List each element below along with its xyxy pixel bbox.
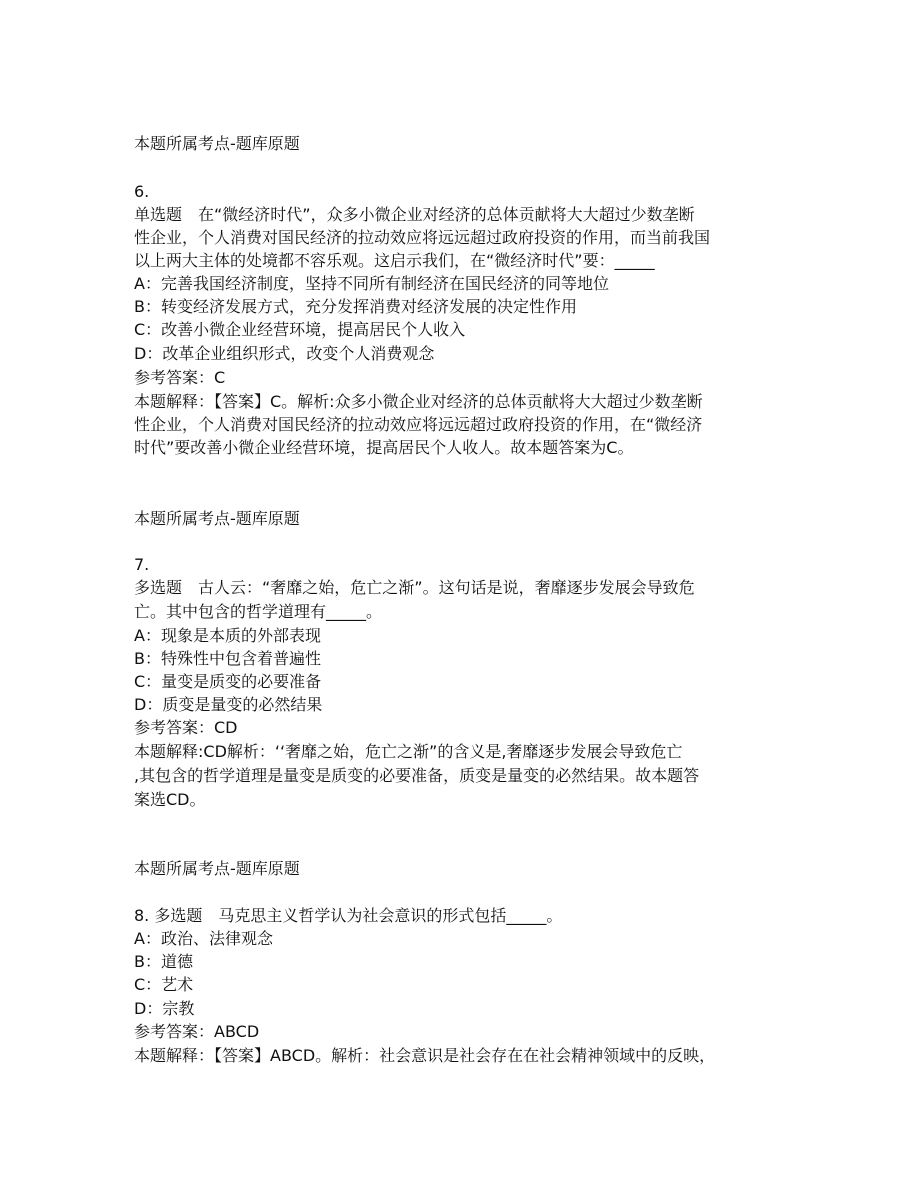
question-stem-line: 性企业，个人消费对国民经济的拉动效应将远远超过政府投资的作用，而当前我国 <box>134 228 711 247</box>
option-d: D：宗教 <box>134 999 195 1018</box>
explanation-line: 本题解释：【答案】C。解析:众多小微企业对经济的总体贡献将大大超过少数垄断 <box>134 392 703 411</box>
question-stem-line: 多选题 古人云：“奢靡之始，危亡之渐”。这句话是说，奢靡逐步发展会导致危 <box>134 578 695 597</box>
explanation-line: 时代”要改善小微企业经营环境，提高居民个人收人。故本题答案为C。 <box>134 438 634 457</box>
option-a: A：完善我国经济制度，坚持不同所有制经济在国民经济的同等地位 <box>134 274 609 293</box>
option-d: D：质变是量变的必然结果 <box>134 695 323 714</box>
question-number: 6. <box>134 182 150 201</box>
explanation-line: 案选CD。 <box>134 790 206 809</box>
question-number: 7. <box>134 555 150 574</box>
option-a: A：政治、法律观念 <box>134 929 273 948</box>
option-c: C：艺术 <box>134 975 194 994</box>
option-b: B：特殊性中包含着普遍性 <box>134 649 321 668</box>
option-c: C：量变是质变的必要准备 <box>134 672 322 691</box>
option-b: B：转变经济发展方式，充分发挥消费对经济发展的决定性作用 <box>134 297 577 316</box>
question-stem-line: 亡。其中包含的哲学道理有_____。 <box>134 602 383 621</box>
question-stem-line: 8. 多选题 马克思主义哲学认为社会意识的形式包括_____。 <box>134 906 563 925</box>
knowledge-point-label: 本题所属考点-题库原题 <box>134 509 300 528</box>
reference-answer: 参考答案：CD <box>134 718 238 737</box>
explanation-line: 本题解释:CD解析：‘‘奢靡之始，危亡之渐”的含义是,奢靡逐步发展会导致危亡 <box>134 742 683 761</box>
question-stem-line: 单选题 在“微经济时代”，众多小微企业对经济的总体贡献将大大超过少数垄断 <box>134 205 695 224</box>
option-c: C：改善小微企业经营环境，提高居民个人收入 <box>134 320 466 339</box>
knowledge-point-label: 本题所属考点-题库原题 <box>134 134 300 153</box>
option-b: B：道德 <box>134 952 193 971</box>
explanation-line: 本题解释：【答案】ABCD。解析：社会意识是社会存在在社会精神领域中的反映， <box>134 1046 716 1065</box>
reference-answer: 参考答案：ABCD <box>134 1022 260 1041</box>
option-d: D：改革企业组织形式，改变个人消费观念 <box>134 344 435 363</box>
explanation-line: ,其包含的哲学道理是量变是质变的必要准备，质变是量变的必然结果。故本题答 <box>134 766 700 785</box>
knowledge-point-label: 本题所属考点-题库原题 <box>134 859 300 878</box>
option-a: A：现象是本质的外部表现 <box>134 626 321 645</box>
question-stem-line: 以上两大主体的处境都不容乐观。这启示我们，在“微经济时代”要：_____ <box>134 251 655 270</box>
reference-answer: 参考答案：C <box>134 368 226 387</box>
explanation-line: 性企业，个人消费对国民经济的拉动效应将远远超过政府投资的作用，在“微经济 <box>134 415 703 434</box>
